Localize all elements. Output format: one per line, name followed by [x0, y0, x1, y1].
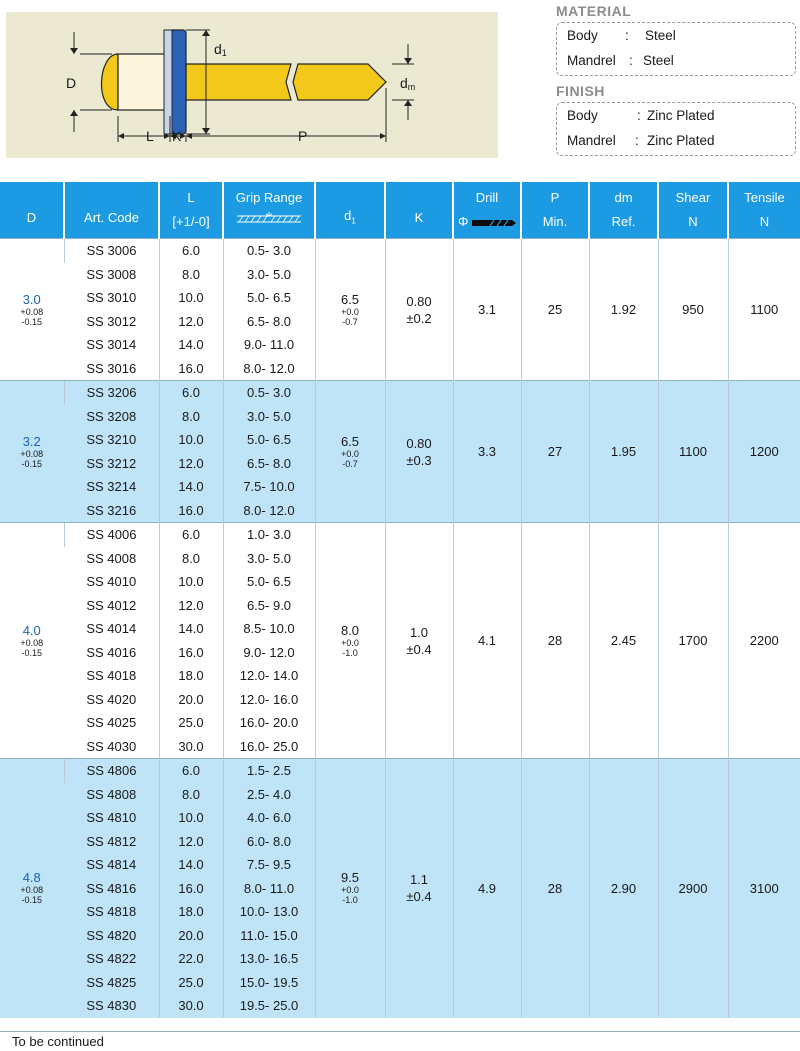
- table-header-row: [0, 182, 800, 239]
- k-tol: ±0.4: [406, 641, 432, 657]
- drill-value: 3.1: [453, 239, 521, 381]
- art-code: SS 3210: [64, 428, 159, 452]
- length: 16.0: [159, 499, 223, 523]
- grip-range-icon: [224, 210, 314, 234]
- header-art-code: Art. Code: [64, 182, 159, 239]
- grip-range: 1.0- 3.0: [223, 523, 315, 547]
- d1-tol-minus: -1.0: [342, 895, 358, 906]
- dm-value: 1.95: [589, 381, 658, 523]
- table-row: [0, 759, 800, 783]
- grip-range: 19.5- 25.0: [223, 994, 315, 1018]
- rivet-spec-table: [0, 182, 800, 1018]
- diameter-value: 3.0: [22, 291, 41, 307]
- length: 14.0: [159, 853, 223, 877]
- grip-range: 3.0- 5.0: [223, 263, 315, 287]
- continued-note: To be continued: [12, 1034, 104, 1049]
- material-mandrel-label: Mandrel: [567, 53, 616, 68]
- d1-tol-minus: -1.0: [342, 647, 358, 658]
- grip-range: 12.0- 16.0: [223, 688, 315, 712]
- header-K: K: [385, 182, 453, 239]
- grip-range: 7.5- 10.0: [223, 475, 315, 499]
- table-row: [0, 239, 800, 263]
- k-cell: [385, 239, 453, 381]
- art-code: SS 4806: [64, 759, 159, 783]
- grip-range: 11.0- 15.0: [223, 924, 315, 948]
- diameter-tol-minus: -0.15: [21, 458, 42, 469]
- dm-value: 1.92: [589, 239, 658, 381]
- finish-title: FINISH: [556, 83, 605, 99]
- header-tensile: Tensile N: [728, 182, 800, 239]
- diameter-tol-minus: -0.15: [21, 316, 42, 327]
- length: 12.0: [159, 452, 223, 476]
- material-body-value: Steel: [645, 28, 676, 43]
- grip-range: 16.0- 20.0: [223, 711, 315, 735]
- tensile-value: 2200: [728, 523, 800, 759]
- art-code: SS 4014: [64, 617, 159, 641]
- finish-mandrel-value: Zinc Plated: [647, 133, 715, 148]
- grip-range: 5.0- 6.5: [223, 286, 315, 310]
- grip-range: 5.0- 6.5: [223, 570, 315, 594]
- header-L: L [+1/-0]: [159, 182, 223, 239]
- grip-range: 0.5- 3.0: [223, 239, 315, 263]
- art-code: SS 3006: [64, 239, 159, 263]
- grip-range: 7.5- 9.5: [223, 853, 315, 877]
- art-code: SS 4814: [64, 853, 159, 877]
- label-dm: dm: [400, 75, 416, 92]
- dm-value: 2.45: [589, 523, 658, 759]
- k-value: 0.80: [406, 435, 432, 451]
- p-min-value: 27: [521, 381, 589, 523]
- rivet-head-dome: [101, 54, 118, 110]
- length: 18.0: [159, 664, 223, 688]
- rivet-drawing: [6, 12, 498, 158]
- grip-range: 6.5- 9.0: [223, 594, 315, 618]
- length: 14.0: [159, 475, 223, 499]
- length: 12.0: [159, 310, 223, 334]
- label-d1: d1: [214, 41, 227, 58]
- drill-value: 3.3: [453, 381, 521, 523]
- material-body-label: Body: [567, 28, 598, 43]
- length: 20.0: [159, 688, 223, 712]
- rivet-flange-face: [164, 30, 172, 134]
- art-code: SS 4820: [64, 924, 159, 948]
- k-cell: [385, 523, 453, 759]
- table-bottom-rule: [0, 1031, 800, 1032]
- p-min-value: 28: [521, 759, 589, 1018]
- length: 10.0: [159, 570, 223, 594]
- length: 8.0: [159, 547, 223, 571]
- art-code: SS 4030: [64, 735, 159, 759]
- d1-tol-plus: +0.0: [341, 885, 359, 896]
- finish-box: [556, 102, 796, 156]
- grip-range: 8.0- 11.0: [223, 877, 315, 901]
- length: 22.0: [159, 947, 223, 971]
- diameter-cell: [0, 381, 64, 523]
- d1-tol-plus: +0.0: [341, 637, 359, 648]
- length: 16.0: [159, 877, 223, 901]
- header-d1: $d_1$: [315, 182, 385, 239]
- length: 12.0: [159, 594, 223, 618]
- d1-value: 9.5: [340, 870, 360, 886]
- length: 10.0: [159, 286, 223, 310]
- grip-range: 3.0- 5.0: [223, 547, 315, 571]
- diameter-cell: [0, 239, 64, 381]
- grip-range: 8.0- 12.0: [223, 357, 315, 381]
- diameter-tol-plus: +0.08: [20, 306, 44, 317]
- finish-mandrel-row: [567, 133, 715, 148]
- art-code: SS 3212: [64, 452, 159, 476]
- grip-range: 16.0- 25.0: [223, 735, 315, 759]
- length: 14.0: [159, 333, 223, 357]
- length: 6.0: [159, 381, 223, 405]
- d1-tol-minus: -0.7: [342, 316, 358, 327]
- grip-range: 13.0- 16.5: [223, 947, 315, 971]
- drill-value: 4.1: [453, 523, 521, 759]
- art-code: SS 4808: [64, 783, 159, 807]
- length: 10.0: [159, 806, 223, 830]
- art-code: SS 3010: [64, 286, 159, 310]
- art-code: SS 4812: [64, 830, 159, 854]
- length: 6.0: [159, 523, 223, 547]
- length: 16.0: [159, 357, 223, 381]
- tensile-value: 1200: [728, 381, 800, 523]
- phi-symbol: Φ: [458, 214, 469, 229]
- material-body-sep: :: [625, 28, 629, 43]
- material-mandrel-value: Steel: [643, 53, 674, 68]
- label-P: P: [298, 128, 308, 144]
- art-code: SS 4008: [64, 547, 159, 571]
- art-code: SS 4810: [64, 806, 159, 830]
- drill-value: 4.9: [453, 759, 521, 1018]
- art-code: SS 4016: [64, 641, 159, 665]
- k-value: 1.0: [409, 624, 429, 640]
- mandrel-tip: [293, 64, 386, 100]
- mandrel-shaft: [186, 64, 291, 100]
- finish-body-value: Zinc Plated: [647, 108, 715, 123]
- grip-range: 9.0- 12.0: [223, 641, 315, 665]
- shear-value: 950: [658, 239, 728, 381]
- material-body-row: [567, 28, 676, 43]
- length: 30.0: [159, 735, 223, 759]
- grip-range: 12.0- 14.0: [223, 664, 315, 688]
- length: 8.0: [159, 405, 223, 429]
- length: 6.0: [159, 759, 223, 783]
- k-tol: ±0.2: [406, 310, 432, 326]
- label-L: L: [146, 128, 154, 144]
- diameter-tol-plus: +0.08: [20, 637, 44, 648]
- p-min-value: 25: [521, 239, 589, 381]
- table-row: [0, 381, 800, 405]
- diameter-tol-plus: +0.08: [20, 448, 44, 459]
- length: 16.0: [159, 641, 223, 665]
- k-cell: [385, 759, 453, 1018]
- diameter-value: 4.0: [22, 622, 41, 638]
- d1-value: 6.5: [340, 291, 360, 307]
- rivet-diagram: [6, 12, 498, 158]
- k-value: 0.80: [406, 293, 432, 309]
- k-value: 1.1: [409, 872, 429, 888]
- art-code: SS 3206: [64, 381, 159, 405]
- k-tol: ±0.4: [406, 889, 432, 905]
- art-code: SS 4818: [64, 900, 159, 924]
- grip-range: 6.0- 8.0: [223, 830, 315, 854]
- art-code: SS 4018: [64, 664, 159, 688]
- grip-range: 10.0- 13.0: [223, 900, 315, 924]
- d1-tol-plus: +0.0: [341, 448, 359, 459]
- art-code: SS 4012: [64, 594, 159, 618]
- header-grip-range: Grip Range: [223, 182, 315, 239]
- diameter-value: 3.2: [22, 433, 41, 449]
- art-code: SS 4822: [64, 947, 159, 971]
- d1-value: 6.5: [340, 433, 360, 449]
- material-title: MATERIAL: [556, 3, 632, 19]
- rivet-body: [118, 54, 170, 110]
- d1-tol-minus: -0.7: [342, 458, 358, 469]
- label-K: K: [172, 128, 182, 144]
- art-code: SS 3216: [64, 499, 159, 523]
- grip-range: 9.0- 11.0: [223, 333, 315, 357]
- table-body: [0, 239, 800, 1018]
- finish-body-row: [567, 108, 715, 123]
- length: 8.0: [159, 783, 223, 807]
- shear-value: 2900: [658, 759, 728, 1018]
- material-box: [556, 22, 796, 76]
- art-code: SS 3008: [64, 263, 159, 287]
- length: 18.0: [159, 900, 223, 924]
- grip-range: 8.5- 10.0: [223, 617, 315, 641]
- d1-cell: [315, 759, 385, 1018]
- art-code: SS 3016: [64, 357, 159, 381]
- art-code: SS 4020: [64, 688, 159, 712]
- grip-range: 1.5- 2.5: [223, 759, 315, 783]
- art-code: SS 4825: [64, 971, 159, 995]
- art-code: SS 4830: [64, 994, 159, 1018]
- tensile-value: 1100: [728, 239, 800, 381]
- dm-value: 2.90: [589, 759, 658, 1018]
- art-code: SS 4816: [64, 877, 159, 901]
- d1-cell: [315, 523, 385, 759]
- length: 25.0: [159, 971, 223, 995]
- k-cell: [385, 381, 453, 523]
- diameter-cell: [0, 523, 64, 759]
- header-shear: Shear N: [658, 182, 728, 239]
- label-D: D: [66, 75, 77, 91]
- material-mandrel-sep: :: [629, 53, 633, 68]
- grip-range: 0.5- 3.0: [223, 381, 315, 405]
- d1-value: 8.0: [340, 622, 360, 638]
- length: 20.0: [159, 924, 223, 948]
- d1-cell: [315, 381, 385, 523]
- header-P: P Min.: [521, 182, 589, 239]
- material-mandrel-row: [567, 53, 674, 68]
- length: 10.0: [159, 428, 223, 452]
- grip-range: 2.5- 4.0: [223, 783, 315, 807]
- grip-range: 3.0- 5.0: [223, 405, 315, 429]
- shear-value: 1100: [658, 381, 728, 523]
- header-dm: dm Ref.: [589, 182, 658, 239]
- grip-range: 4.0- 6.0: [223, 806, 315, 830]
- length: 6.0: [159, 239, 223, 263]
- finish-body-sep: :: [637, 108, 641, 123]
- art-code: SS 3208: [64, 405, 159, 429]
- length: 30.0: [159, 994, 223, 1018]
- grip-range: 6.5- 8.0: [223, 310, 315, 334]
- tensile-value: 3100: [728, 759, 800, 1018]
- diameter-value: 4.8: [22, 870, 41, 886]
- diameter-cell: [0, 759, 64, 1018]
- p-min-value: 28: [521, 523, 589, 759]
- k-tol: ±0.3: [406, 452, 432, 468]
- header-drill: Drill Φ: [453, 182, 521, 239]
- shear-value: 1700: [658, 523, 728, 759]
- length: 8.0: [159, 263, 223, 287]
- art-code: SS 4010: [64, 570, 159, 594]
- art-code: SS 3012: [64, 310, 159, 334]
- grip-range: 8.0- 12.0: [223, 499, 315, 523]
- drill-bit-icon: [472, 218, 516, 228]
- diameter-tol-minus: -0.15: [21, 647, 42, 658]
- d1-tol-plus: +0.0: [341, 306, 359, 317]
- grip-range: 15.0- 19.5: [223, 971, 315, 995]
- length: 25.0: [159, 711, 223, 735]
- grip-range: 5.0- 6.5: [223, 428, 315, 452]
- diameter-tol-minus: -0.15: [21, 895, 42, 906]
- diameter-tol-plus: +0.08: [20, 885, 44, 896]
- header-D: D: [0, 182, 64, 239]
- length: 12.0: [159, 830, 223, 854]
- grip-range: 6.5- 8.0: [223, 452, 315, 476]
- table-row: [0, 523, 800, 547]
- art-code: SS 3214: [64, 475, 159, 499]
- length: 14.0: [159, 617, 223, 641]
- finish-mandrel-label: Mandrel: [567, 133, 616, 148]
- art-code: SS 3014: [64, 333, 159, 357]
- finish-body-label: Body: [567, 108, 598, 123]
- finish-mandrel-sep: :: [635, 133, 639, 148]
- d1-cell: [315, 239, 385, 381]
- art-code: SS 4025: [64, 711, 159, 735]
- art-code: SS 4006: [64, 523, 159, 547]
